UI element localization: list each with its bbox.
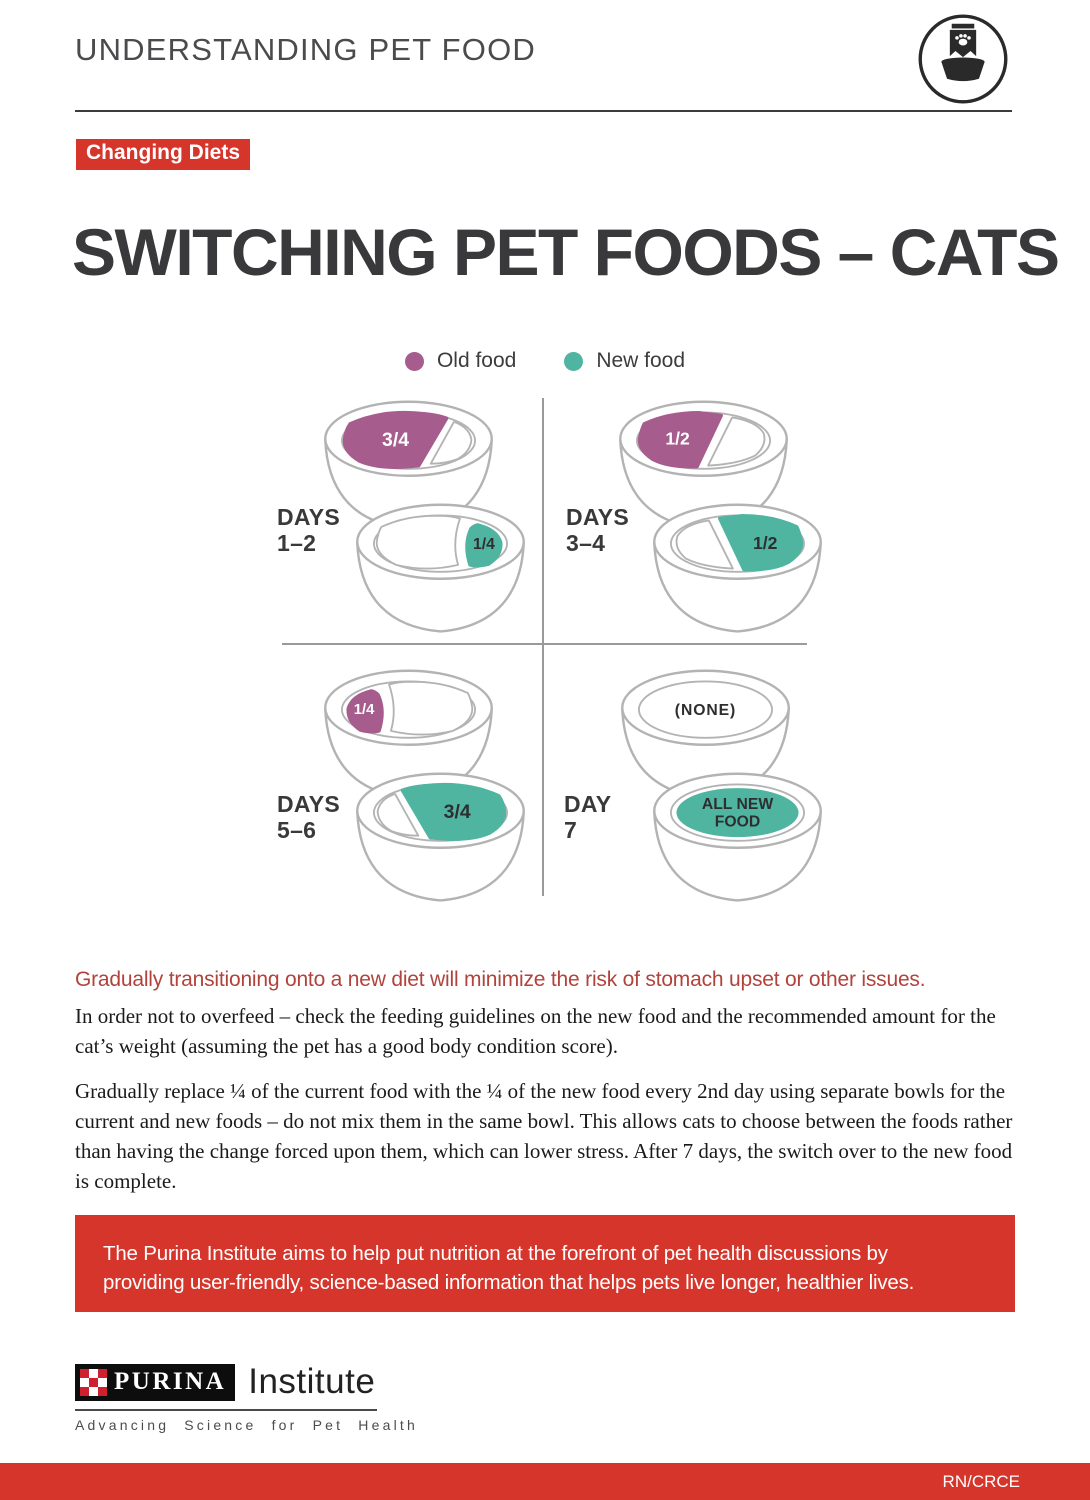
day-7-all-new-food-bowl xyxy=(645,769,830,908)
old-food-dot-icon xyxy=(405,352,424,371)
svg-text:3/4: 3/4 xyxy=(382,429,410,452)
svg-text:1/4: 1/4 xyxy=(353,702,375,719)
svg-text:(NONE): (NONE) xyxy=(674,702,737,720)
svg-text:3/4: 3/4 xyxy=(443,801,471,824)
svg-text:1/2: 1/2 xyxy=(753,533,778,554)
lead-sentence: Gradually transitioning onto a new diet will minimize the risk of stomach upset or other issues. xyxy=(75,968,926,991)
logo-tagline: Advancing Science for Pet Health xyxy=(75,1417,418,1433)
logo-divider xyxy=(75,1409,377,1411)
pet-food-icon xyxy=(916,12,1010,106)
paragraph-feeding-guidelines: In order not to overfeed – check the feeding guidelines on the new food and the recommended amount for the cat’s weight (assuming the pet has a good body condition score). xyxy=(75,1004,996,1059)
legend-item-new-food xyxy=(564,349,685,373)
purina-institute-logo xyxy=(75,1362,418,1433)
days-1-2-label: DAYS 1–2 xyxy=(277,504,340,557)
day-7-label: DAY 7 xyxy=(564,791,612,844)
mission-banner xyxy=(75,1215,1015,1312)
section-badge: Changing Diets xyxy=(76,139,250,170)
quadrant-divider-vertical xyxy=(542,398,544,896)
legend-label-new-food: New food xyxy=(596,349,686,372)
svg-text:FOOD: FOOD xyxy=(714,813,761,831)
days-3-4-label: DAYS 3–4 xyxy=(566,504,629,557)
purina-checkerboard-icon xyxy=(80,1369,107,1396)
mission-banner-line1: The Purina Institute aims to help put nutrition at the forefront of pet health discussions by xyxy=(103,1242,888,1265)
header-divider xyxy=(75,110,1012,112)
institute-text: Institute xyxy=(248,1362,376,1401)
new-food-dot-icon xyxy=(564,352,583,371)
svg-text:ALL NEW: ALL NEW xyxy=(701,795,774,813)
days-5-6-new-food-bowl xyxy=(348,769,533,908)
svg-text:1/2: 1/2 xyxy=(665,428,690,449)
footer-code: RN/CRCE xyxy=(942,1471,1020,1491)
purina-wordmark xyxy=(75,1364,235,1401)
days-3-4-new-food-bowl xyxy=(645,500,830,639)
paragraph-gradual-replace: Gradually replace ¼ of the current food with the ¼ of the new food every 2nd day using separate bowls for the current and new foods – do not mix them in the same bowl. This allows cats to choose between the foods rather than having the change forced upon them, which can lower stress. After 7 days, the switch over to the new food is complete. xyxy=(75,1079,1013,1194)
page-title: SWITCHING PET FOODS – CATS xyxy=(72,215,1059,289)
days-1-2-new-food-bowl xyxy=(348,500,533,639)
mission-banner-line2: providing user-friendly, science-based information that helps pets live longer, healthier lives. xyxy=(103,1270,915,1294)
purina-brand-text: PURINA xyxy=(114,1368,227,1395)
legend-item-old-food xyxy=(405,349,516,373)
days-5-6-label: DAYS 5–6 xyxy=(277,791,340,844)
footer-bar xyxy=(0,1463,1090,1500)
page-header-title: UNDERSTANDING PET FOOD xyxy=(75,32,537,67)
quadrant-divider-horizontal xyxy=(282,643,807,645)
legend-label-old-food: Old food xyxy=(436,349,517,372)
legend xyxy=(0,349,1090,373)
svg-text:1/4: 1/4 xyxy=(473,536,495,554)
